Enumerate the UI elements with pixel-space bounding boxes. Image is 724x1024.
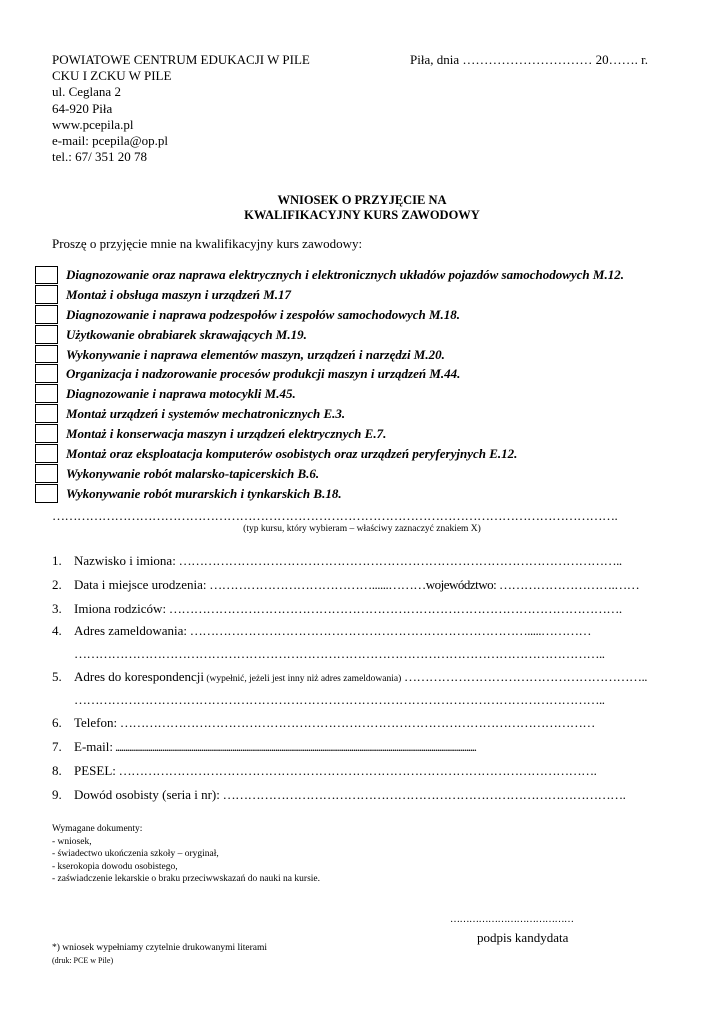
document-item: - świadectwo ukończenia szkoły – oryginał, — [52, 849, 219, 860]
parents-names-field[interactable] — [52, 601, 622, 617]
course-type-hint: (typ kursu, który wybieram – właściwy zaznaczyć znakiem X) — [243, 524, 481, 534]
course-checkbox[interactable] — [35, 305, 58, 324]
course-label: Montaż i obsługa maszyn i urządzeń M.17 — [66, 286, 292, 302]
field-number: 2. — [52, 577, 62, 592]
signature-label: podpis kandydata — [477, 930, 569, 945]
field-fill: ……………………………………………………………………………………………………. — [115, 763, 597, 778]
footnote-line: *) wniosek wypełniamy czytelnie drukowanymi literami — [52, 943, 268, 953]
course-type-field[interactable]: ………………………………………………………………………………………………………………………. — [52, 508, 618, 523]
field-label: Nazwisko i imiona: — [74, 553, 176, 568]
course-option — [35, 345, 624, 365]
field-number: 4. — [52, 623, 62, 638]
institution-header — [52, 52, 310, 165]
course-checkbox[interactable] — [35, 444, 58, 463]
field-label: Data i miejsce urodzenia: — [74, 577, 207, 592]
field-label: PESEL: — [74, 763, 116, 778]
header-line: CKU I ZCKU W PILE — [52, 68, 172, 84]
pesel-field[interactable] — [52, 763, 596, 779]
field-number: 8. — [52, 763, 62, 778]
course-checkbox[interactable] — [35, 345, 58, 364]
course-label: Diagnozowanie oraz naprawa elektrycznych i elektronicznych układów pojazdów samochodowych M.12. — [66, 266, 624, 282]
birth-date-place-field[interactable] — [52, 577, 639, 593]
course-label: Wykonywanie robót murarskich i tynkarskich B.18. — [66, 485, 342, 501]
correspondence-address-continuation[interactable]: ……………………………………………………………………………………………………………….. — [74, 692, 605, 707]
id-card-field[interactable] — [52, 787, 625, 803]
required-documents — [52, 823, 320, 886]
footnote — [52, 942, 267, 967]
course-option — [35, 265, 624, 285]
course-checkbox[interactable] — [35, 404, 58, 423]
registered-address-field[interactable] — [52, 623, 591, 639]
course-label: Wykonywanie robót malarsko-tapicerskich B.6. — [66, 465, 320, 481]
intro-text: Proszę o przyjęcie mnie na kwalifikacyjny kurs zawodowy: — [52, 236, 363, 251]
field-fill: ………………………………………………………………………………………………. — [166, 601, 622, 616]
course-option — [35, 305, 624, 325]
course-label: Montaż i konserwacja maszyn i urządzeń elektrycznych E.7. — [66, 426, 387, 442]
course-option — [35, 285, 624, 305]
field-label: E-mail: — [74, 739, 113, 754]
correspondence-address-field[interactable] — [52, 669, 647, 685]
documents-heading: Wymagane dokumenty: — [52, 824, 143, 834]
document-item: - kserokopia dowodu osobistego, — [52, 861, 178, 872]
signature-field[interactable]: ………………………………… — [450, 914, 574, 925]
header-line: tel.: 67/ 351 20 78 — [52, 149, 147, 165]
header-line: POWIATOWE CENTRUM EDUKACJI W PILE — [52, 52, 310, 67]
course-label: Diagnozowanie i naprawa podzespołów i zespołów samochodowych M.18. — [66, 306, 461, 322]
field-fill: …………………………………......………województwo: ……………………….…… — [206, 577, 640, 592]
field-fill: ……………………………………………………………………….....………… — [186, 623, 591, 638]
course-checkbox[interactable] — [35, 424, 58, 443]
course-label: Montaż urządzeń i systemów mechatronicznych E.3. — [66, 406, 346, 422]
course-label: Organizacja i nadzorowanie procesów produkcji maszyn i urządzeń M.44. — [66, 366, 461, 382]
course-option — [35, 464, 624, 484]
course-checkbox[interactable] — [35, 464, 58, 483]
field-note: (wypełnić, jeżeli jest inny niż adres zameldowania) — [203, 674, 402, 684]
field-label: Imiona rodziców: — [74, 601, 167, 616]
date-field[interactable]: Piła, dnia ………………………… 20……. r. — [410, 52, 648, 67]
field-number: 7. — [52, 739, 62, 754]
field-number: 6. — [52, 715, 62, 730]
header-line: e-mail: pcepila@op.pl — [52, 133, 168, 149]
form-title-line2: KWALIFIKACYJNY KURS ZAWODOWY — [244, 208, 480, 222]
header-line: www.pcepila.pl — [52, 116, 134, 132]
course-option — [35, 424, 624, 444]
course-label: Użytkowanie obrabiarek skrawających M.19. — [66, 326, 307, 342]
course-checklist — [35, 265, 624, 504]
field-number: 9. — [52, 787, 62, 802]
course-option — [35, 444, 624, 464]
course-checkbox[interactable] — [35, 384, 58, 403]
field-fill: …………………………………………………………………………………………….. — [175, 553, 622, 568]
course-label: Wykonywanie i naprawa elementów maszyn, urządzeń i narzędzi M.20. — [66, 346, 445, 362]
form-title-line1: WNIOSEK O PRZYJĘCIE NA — [277, 193, 447, 207]
course-checkbox[interactable] — [35, 285, 58, 304]
field-fill: ......................................................................................................................................................................................... — [113, 739, 476, 754]
field-number: 1. — [52, 553, 62, 568]
field-number: 3. — [52, 601, 62, 616]
header-line: 64-920 Piła — [52, 100, 113, 116]
course-checkbox[interactable] — [35, 266, 58, 285]
surname-field[interactable] — [52, 553, 622, 569]
document-item: - wniosek, — [52, 836, 92, 847]
field-label: Adres do korespondencji — [74, 669, 204, 684]
course-option — [35, 484, 624, 504]
course-checkbox[interactable] — [35, 325, 58, 344]
course-option — [35, 325, 624, 345]
field-number: 5. — [52, 669, 62, 684]
email-field[interactable] — [52, 739, 476, 755]
course-label: Diagnozowanie i naprawa motocykli M.45. — [66, 386, 296, 402]
phone-field[interactable] — [52, 715, 595, 731]
field-label: Dowód osobisty (seria i nr): — [74, 787, 220, 802]
field-label: Telefon: — [74, 715, 118, 730]
field-fill: ……………………………………………………………………………………. — [219, 787, 626, 802]
course-option — [35, 404, 624, 424]
field-fill: ………………………………………………….. — [401, 669, 648, 684]
course-option — [35, 384, 624, 404]
print-source: (druk: PCE w Pile) — [52, 955, 114, 965]
course-checkbox[interactable] — [35, 364, 58, 383]
registered-address-continuation[interactable]: ……………………………………………………………………………………………………………….. — [74, 646, 605, 661]
field-label: Adres zameldowania: — [74, 623, 187, 638]
document-item: - zaświadczenie lekarskie o braku przeciwwskazań do nauki na kursie. — [52, 874, 320, 885]
course-option — [35, 364, 624, 384]
header-line: ul. Ceglana 2 — [52, 84, 121, 100]
field-fill: …………………………………………………………………………………………………… — [117, 715, 595, 730]
course-checkbox[interactable] — [35, 484, 58, 503]
course-label: Montaż oraz eksploatacja komputerów osobistych oraz urządzeń peryferyjnych E.12. — [66, 445, 518, 461]
